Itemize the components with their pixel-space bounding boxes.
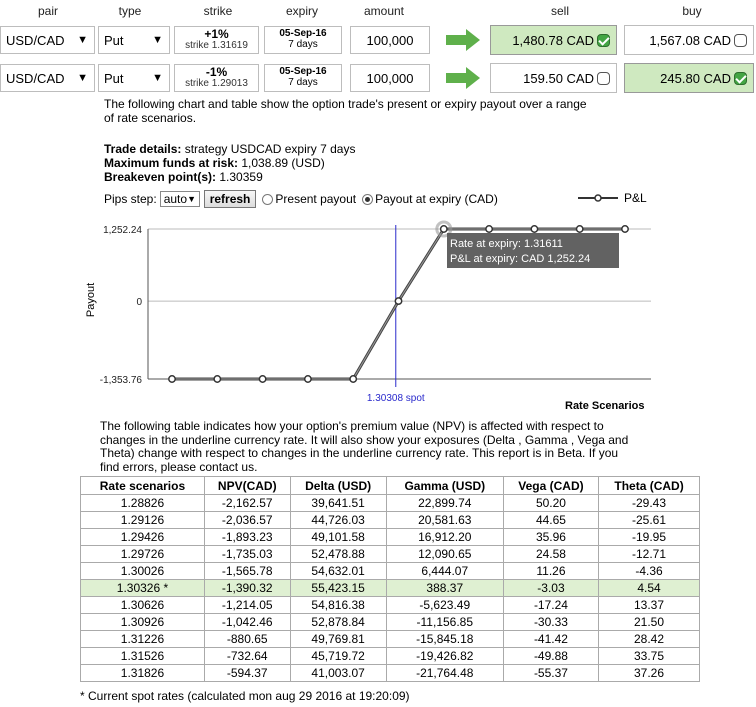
data-point [486,226,492,232]
table-cell: 39,641.51 [290,495,386,512]
npv-description-line: The following table indicates how your option's premium value (NPV) is affected with respect to [100,419,604,433]
table-row [81,614,700,631]
table-cell: -19,426.82 [386,648,503,665]
column-header: NPV(CAD) [204,477,290,495]
table-cell: 45,719.72 [290,648,386,665]
table-cell: -55.37 [503,665,598,682]
table-cell: 1.28826 [81,495,205,512]
table-cell: -2,036.57 [204,512,290,529]
table-cell: -1,735.03 [204,546,290,563]
table-row [81,563,700,580]
table-cell: 24.58 [503,546,598,563]
table-row [81,512,700,529]
table-cell: 37.26 [599,665,700,682]
legend-label: P&L [624,191,647,205]
chevron-down-icon: ▼ [77,34,88,46]
table-cell: 20,581.63 [386,512,503,529]
pair-select[interactable] [0,26,95,54]
table-cell: -594.37 [204,665,290,682]
strike-field[interactable] [174,64,259,92]
table-cell: 50.20 [503,495,598,512]
table-cell: 55,423.15 [290,580,386,597]
npv-description-line: changes in the underline currency rate. It will also show your exposures (Delta , Gamma , Vega and [100,432,629,447]
table-cell: 388.37 [386,580,503,597]
table-cell: -1,565.78 [204,563,290,580]
expiry-days: 7 days [288,76,318,88]
amount-input[interactable]: 100,000 [350,26,430,54]
table-cell: 54,632.01 [290,563,386,580]
strike-rate: strike 1.29013 [185,77,248,89]
sell-price-button[interactable] [490,25,617,55]
table-cell: -732.64 [204,648,290,665]
table-cell: 1.31826 [81,665,205,682]
payout-chart [96,218,654,408]
trade-details-value: strategy USDCAD expiry 7 days [184,142,356,156]
table-row [81,580,700,597]
checkbox-checked-icon[interactable] [734,72,747,85]
header-amount: amount [363,4,405,18]
table-cell: 1.29726 [81,546,205,563]
pips-step-value: auto [163,192,188,206]
data-point [259,376,265,382]
expiry-field[interactable] [264,64,342,92]
tooltip-line-1: Rate at expiry: 1.31611 [450,238,563,250]
table-cell: 6,444.07 [386,563,503,580]
max-funds-value: 1,038.89 (USD) [241,156,325,170]
y-tick-label: 1,252.24 [103,225,142,236]
legend-line-icon [578,193,618,203]
trade-details [104,143,355,156]
chart-controls [104,190,498,208]
header-strike: strike [203,4,233,18]
expiry-field[interactable] [264,26,342,54]
table-cell: 1.31526 [81,648,205,665]
data-point [441,226,447,232]
data-point [622,226,628,232]
table-cell: -19.95 [599,529,700,546]
type-value: Put [104,70,124,86]
expiry-days: 7 days [288,38,318,50]
sell-price-button[interactable] [490,63,617,93]
data-point [395,298,401,304]
column-header: Gamma (USD) [386,477,503,495]
table-cell: 1.31226 [81,631,205,648]
table-cell: -1,390.32 [204,580,290,597]
table-cell: -12.71 [599,546,700,563]
table-row [81,648,700,665]
tooltip-line-2: P&L at expiry: CAD 1,252.24 [450,253,591,265]
npv-description-line: Theta) change with respect to changes in the underline currency rate. This report is in Beta. If you [100,446,619,460]
trade-details-label: Trade details: [104,142,182,156]
y-axis-title: Payout [85,282,97,318]
buy-price-button[interactable] [624,25,754,55]
table-cell: -25.61 [599,512,700,529]
npv-description-line: find errors, please contact us. [100,459,258,474]
table-row [81,631,700,648]
pips-step-label: Pips step: [104,192,157,206]
max-funds-label: Maximum funds at risk: [104,156,239,170]
strike-percent: +1% [204,27,229,41]
table-cell: 35.96 [503,529,598,546]
data-point [350,376,356,382]
table-cell: -2,162.57 [204,495,290,512]
intro-line-2: of rate scenarios. [104,111,197,125]
table-cell: 44.65 [503,512,598,529]
table-cell: 52,878.84 [290,614,386,631]
data-point [169,376,175,382]
chart-legend [578,191,647,205]
spot-label: 1.30308 spot [366,393,425,404]
strike-field[interactable] [174,26,259,54]
table-cell: -21,764.48 [386,665,503,682]
table-cell: 22,899.74 [386,495,503,512]
table-cell: 1.30026 [81,563,205,580]
x-axis-title: Rate Scenarios [565,400,645,412]
sell-price: 1,480.78 CAD [512,32,594,48]
table-cell: 44,726.03 [290,512,386,529]
checkbox-checked-icon[interactable] [597,34,610,47]
table-cell: 1.30326 * [81,580,205,597]
table-cell: -30.33 [503,614,598,631]
table-cell: -11,156.85 [386,614,503,631]
type-select[interactable] [98,26,170,54]
arrow-right-icon [446,29,480,51]
table-cell: -5,623.49 [386,597,503,614]
buy-price-button[interactable] [624,63,754,93]
header-sell: sell [550,4,569,18]
refresh-button[interactable]: refresh [204,190,257,208]
chevron-down-icon: ▼ [152,72,163,84]
column-header: Vega (CAD) [503,477,598,495]
table-cell: -15,845.18 [386,631,503,648]
column-header: Delta (USD) [290,477,386,495]
table-cell: -880.65 [204,631,290,648]
max-funds [104,157,325,170]
table-row [81,495,700,512]
expiry-date: 05-Sep-16 [279,28,327,39]
column-header: Rate scenarios [81,477,205,495]
table-cell: -1,214.05 [204,597,290,614]
table-cell: -41.42 [503,631,598,648]
amount-input[interactable]: 100,000 [350,64,430,92]
breakeven [104,171,263,184]
table-cell: 1.29426 [81,529,205,546]
table-cell: 13.37 [599,597,700,614]
table-cell: -3.03 [503,580,598,597]
chevron-down-icon: ▼ [187,194,196,204]
breakeven-value: 1.30359 [219,170,263,184]
column-header: Theta (CAD) [599,477,700,495]
table-header-row [81,477,700,495]
arrow-right-icon [446,67,480,89]
checkbox-icon[interactable] [734,34,747,47]
table-cell: 52,478.88 [290,546,386,563]
expiry-payout-label: Payout at expiry (CAD) [375,192,498,206]
buy-price: 245.80 CAD [660,70,731,86]
table-cell: 1.30926 [81,614,205,631]
table-cell: 1.29126 [81,512,205,529]
table-cell: 12,090.65 [386,546,503,563]
expiry-date: 05-Sep-16 [279,66,327,77]
chevron-down-icon: ▼ [77,72,88,84]
header-pair: pair [37,4,58,18]
scenario-table [80,476,700,682]
table-cell: 1.30626 [81,597,205,614]
table-cell: -4.36 [599,563,700,580]
strike-percent: -1% [205,65,228,79]
table-cell: 41,003.07 [290,665,386,682]
table-cell: 28.42 [599,631,700,648]
table-row [81,529,700,546]
data-point [305,376,311,382]
table-cell: -1,893.23 [204,529,290,546]
sell-price: 159.50 CAD [523,70,594,86]
y-tick-label: 0 [136,297,142,309]
table-cell: -1,042.46 [204,614,290,631]
header-expiry: expiry [285,4,318,18]
table-cell: 49,769.81 [290,631,386,648]
table-row [81,597,700,614]
table-cell: -29.43 [599,495,700,512]
buy-price: 1,567.08 CAD [649,32,731,48]
table-cell: 4.54 [599,580,700,597]
header-buy: buy [682,4,702,18]
pair-select[interactable] [0,64,95,92]
intro-line-1: The following chart and table show the option trade's present or expiry payout over a range [104,97,587,111]
table-cell: 21.50 [599,614,700,631]
present-payout-label: Present payout [275,192,357,206]
data-point [531,226,537,232]
table-cell: -49.88 [503,648,598,665]
pair-value: USD/CAD [6,32,65,48]
table-row [81,546,700,563]
breakeven-label: Breakeven point(s): [104,170,217,184]
footnote: * Current spot rates (calculated mon aug 29 2016 at 19:20:09) [80,689,410,703]
pair-value: USD/CAD [6,70,65,86]
table-cell: -17.24 [503,597,598,614]
header-type: type [118,4,142,18]
table-row [81,665,700,682]
type-select[interactable] [98,64,170,92]
chevron-down-icon: ▼ [152,34,163,46]
table-cell: 11.26 [503,563,598,580]
table-cell: 49,101.58 [290,529,386,546]
strike-rate: strike 1.31619 [185,39,248,51]
y-tick-label: -1,353.76 [99,375,142,386]
data-point [577,226,583,232]
type-value: Put [104,32,124,48]
pips-step-select[interactable] [160,191,200,207]
table-cell: 33.75 [599,648,700,665]
data-point [214,376,220,382]
table-cell: 16,912.20 [386,529,503,546]
present-payout-radio[interactable] [262,194,273,205]
checkbox-icon[interactable] [597,72,610,85]
table-cell: 54,816.38 [290,597,386,614]
expiry-payout-radio[interactable] [362,194,373,205]
